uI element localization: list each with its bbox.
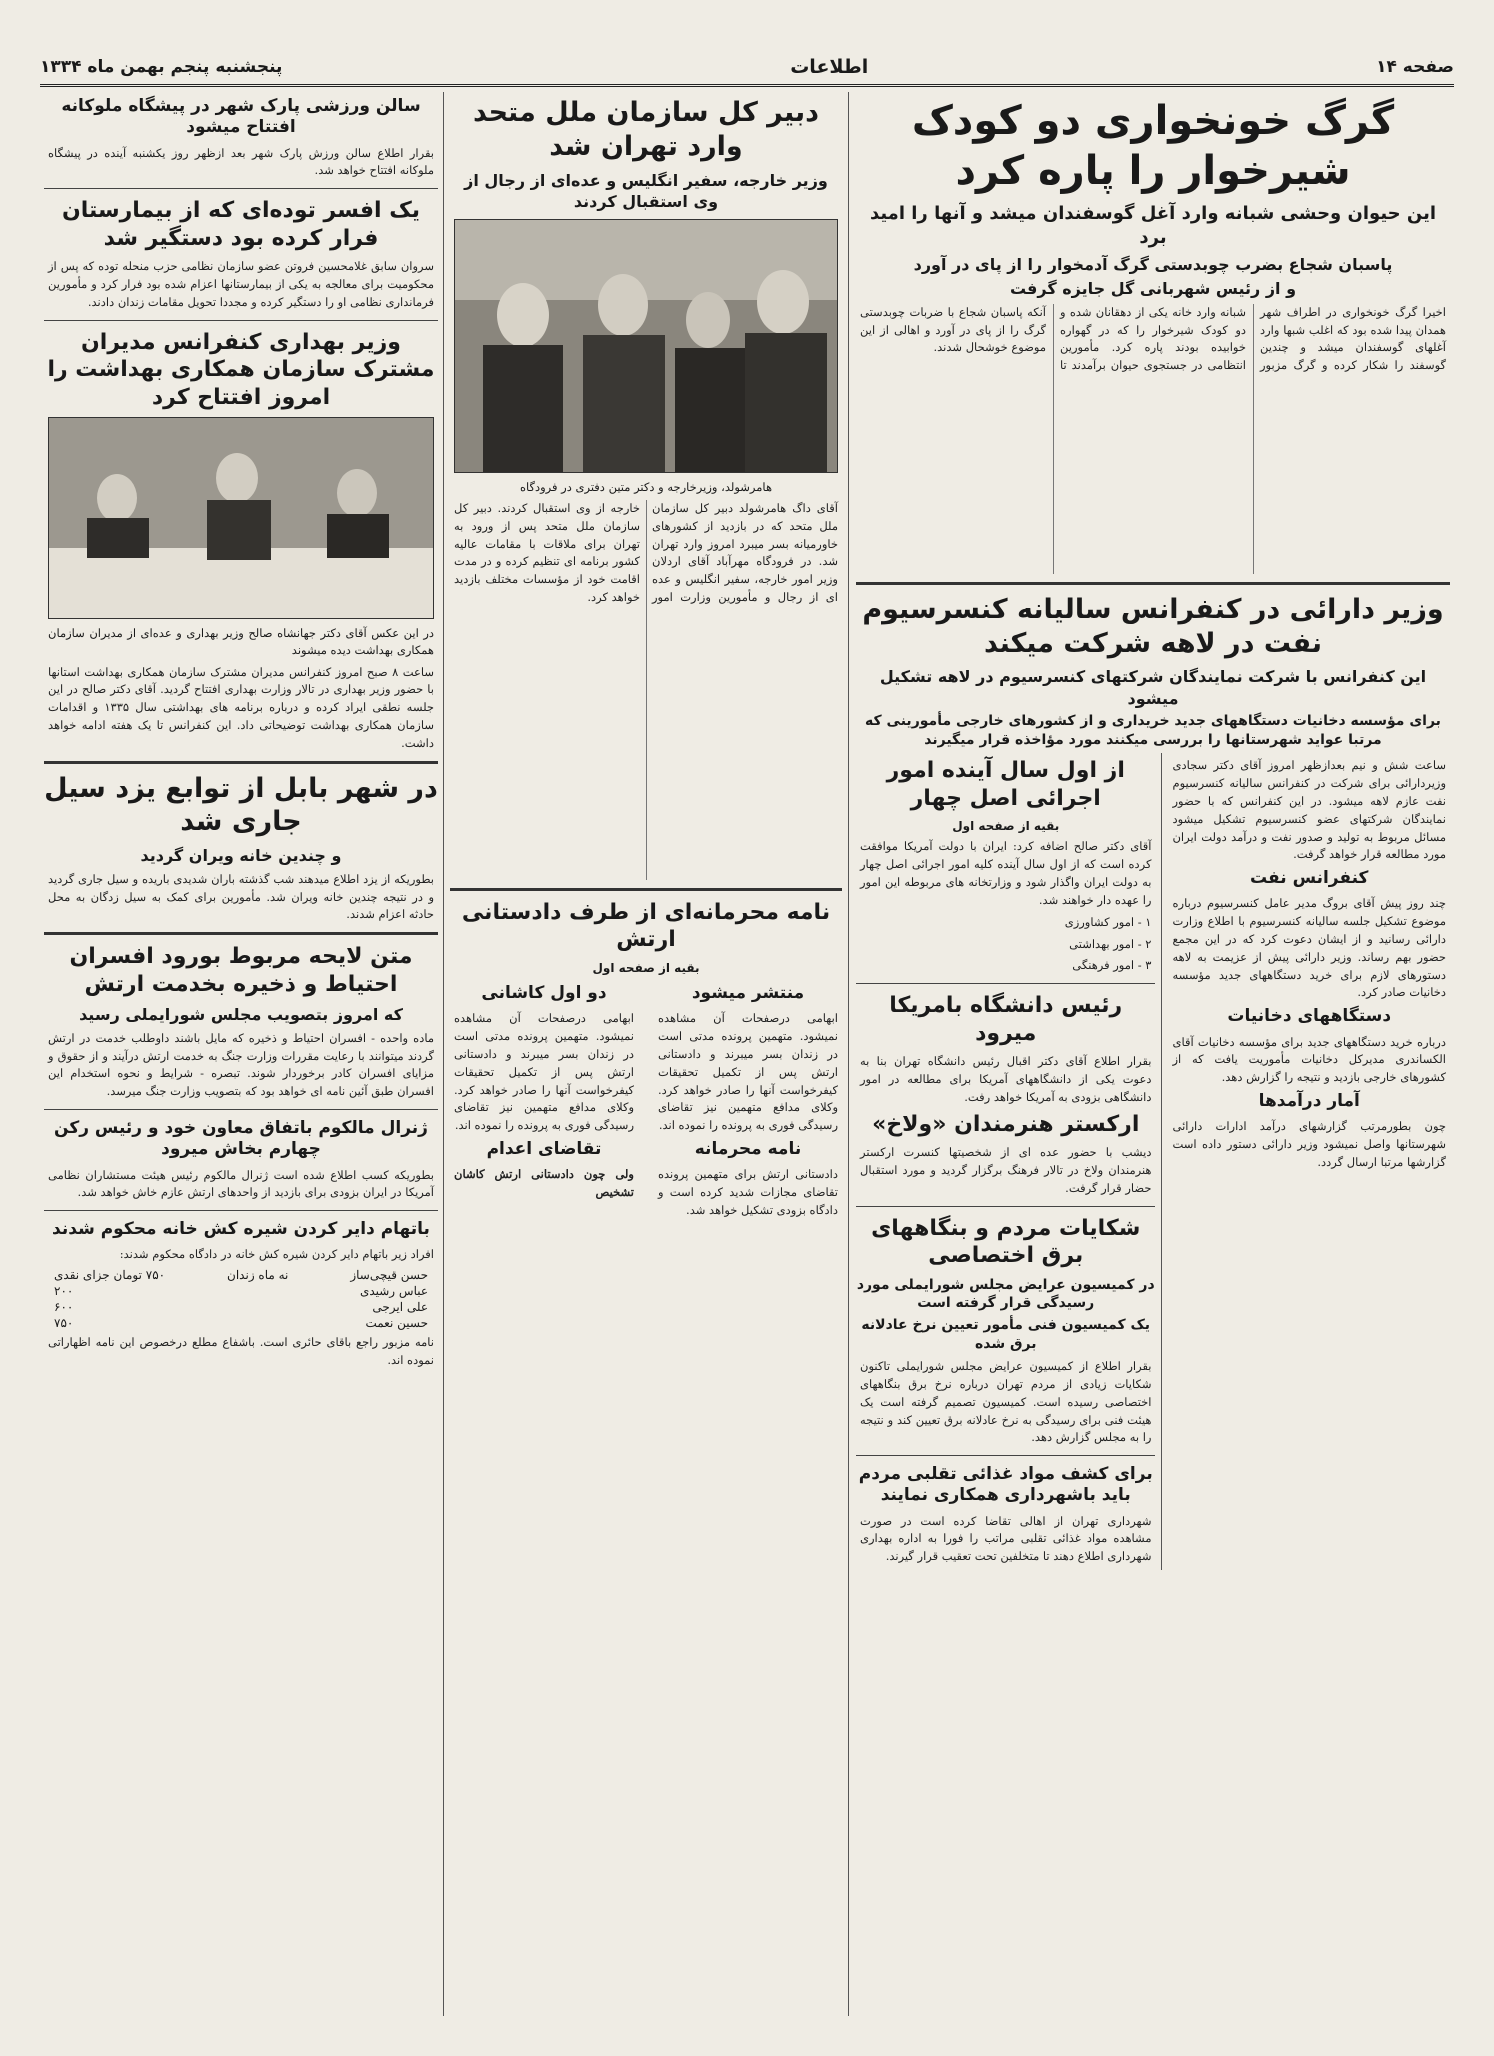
page-number: صفحه ۱۴ (1376, 57, 1454, 77)
army-sub: بقیه از صفحه اول (592, 960, 700, 975)
army-columns (446, 979, 846, 1224)
wolf-sub2: پاسبان شجاع بضرب چوبدستی گرگ آدمخوار را از پای در آورد (913, 254, 1393, 274)
masthead (40, 52, 1454, 82)
oil-sub2: برای مؤسسه دخانیات دستگاههای جدید خریداری و از کشورهای خارجی مأمورینی که مرتبا عواید شهرستانها را بررسی میکنند مورد مؤاخذه قرار میگیرند (865, 713, 1441, 749)
middle-column (446, 92, 846, 2016)
sports-headline: سالن ورزشی پارک شهر در پیشگاه ملوکانه افتتاح میشود (61, 96, 421, 138)
sentence-fine: ۶۰۰ (54, 1300, 74, 1315)
sentence-name: حسین نعمت (365, 1316, 428, 1331)
army-col-a (650, 979, 846, 1224)
health-body: ساعت ۸ صبح امروز کنفرانس مدیران مشترک سازمان همکاری بهداشت استانها با حضور وزیر بهداری در تالار وزارت بهداری افتتاح گردید. آقای دکتر صالح در این جلسه نطقی ایراد کرده و درباره برنامه های بهداشتی سال ۱۳۳۵ و اقدامات سازمان همکاری بهداشت توضیحاتی داد. این کنفرانس تا یک هفته ادامه خواهد داشت. (48, 664, 435, 750)
food-headline: برای کشف مواد غذائی تقلبی مردم باید باشهرداری همکاری نمایند (858, 1464, 1153, 1506)
sentence-name: عباس رشیدی (359, 1284, 428, 1299)
divider (44, 1210, 438, 1211)
officer-headline: یک افسر توده‌ای که از بیمارستان فرار کرده بود دستگیر شد (61, 198, 421, 251)
army-subhead2: دو اول کاشانی (481, 983, 607, 1004)
reserve-headline: متن لایحه مربوط بورود افسران احتیاط و ذخیره بخدمت ارتش (69, 944, 413, 997)
wolf-headline: گرگ خونخواری دو کودک شیرخوار را پاره کرد (911, 98, 1395, 194)
oil-body4: چون بطورمرتب گزارشهای درآمد ادارات دارائی شهرستانها واصل نمیشود وزیر دارائی دستور داده است گزارشها مرتبا ارسال گردد. (1172, 1119, 1446, 1169)
un-headline: دبیر کل سازمان ملل متحد وارد تهران شد (473, 97, 819, 162)
food-body: شهرداری تهران از اهالی تقاضا کرده است در صورت مشاهده مواد غذائی تقلبی مراتب را فورا به اداره بهداری شهرداری اطلاع دهند تا متخلفین تحت تعقیب قرار گیرند. (860, 1513, 1152, 1564)
army-body2: دادستانی ارتش برای متهمین پرونده تقاضای مجازات شدید کرده است و دادگاه بزودی تشکیل خواهد شد. (658, 1167, 838, 1217)
army-subhead3: نامه محرمانه (694, 1139, 802, 1160)
right-inner-column (852, 753, 1159, 1570)
sentence-fine: ۲۰۰ (54, 1284, 74, 1299)
plan-item: ۳ - امور فرهنگی (1072, 958, 1152, 973)
babol-body: بطوریکه از یزد اطلاع میدهند شب گذشته باران شدیدی باریده و سیل جاری گردید و در نتیجه چندین خانه ویران شد. مأمورین برای کمک به سیل زدگان به محل حادثه اعزام شدند. (48, 871, 434, 922)
reserve-body: ماده واحده - افسران احتیاط و ذخیره که مایل باشند داوطلب خدمت در ارتش گردند میتوانند با رعایت مقررات وزارت جنگ به خدمت ارتش درآیند و از حقوق و مزایای افسران کادر برخوردار شوند. تبصره - شرایط و نحوه استخدام این افسران طبق آئین نامه ای خواهد بود که بتصویب وزارت جنگ میرسد. (48, 1030, 434, 1099)
sentence-name: حسن قیچی‌ساز (350, 1268, 428, 1283)
column-rule (1161, 753, 1162, 1570)
plan-item: ۱ - امور کشاورزی (1064, 914, 1152, 929)
officer-body: سروان سابق غلامحسین فروتن عضو سازمان نظامی حزب منحله توده که پس از محکومیت برای معالجه به یکی از بیمارستانها اعزام شده بود فرار کرد و مأمورین فرمانداری نظامی او را دستگیر کرده و مجددا تحویل مقامات زندان دادند. (48, 259, 434, 309)
sentence-name: علی ایرجی (372, 1300, 428, 1315)
column-rule (443, 92, 444, 2016)
oil-body3: درباره خرید دستگاههای جدید برای مؤسسه دخانیات آقای الکساندری مدیرکل دخانیات مأموریت یافت که از کشورهای خارجی بازدید و نتیجه را گزارش دهد. (1172, 1034, 1446, 1085)
divider (44, 320, 438, 321)
paper-name: اطلاعات (790, 56, 869, 78)
electric-sub1: در کمیسیون عرایض مجلس شورایملی مورد رسیدگی قرار گرفته است (856, 1276, 1155, 1312)
electric-headline: شکایات مردم و بنگاههای برق اختصاصی (871, 1215, 1141, 1268)
sentence-row (54, 1316, 428, 1330)
issue-date: پنجشنبه پنجم بهمن ماه ۱۳۳۴ (40, 57, 283, 77)
army-headline: نامه محرمانه‌ای از طرف دادستانی ارتش (461, 899, 831, 953)
army-article (446, 899, 846, 1224)
quake-headline: ژنرال مالکوم باتفاق معاون خود و رئیس رکن چهارم بخاش میرود (54, 1118, 428, 1160)
divider (856, 1455, 1155, 1456)
un-article (446, 96, 846, 880)
electric-sub2: یک کمیسیون فنی مأمور تعیین نرخ عادلانه برق شده (861, 1317, 1151, 1353)
right-lower-split (852, 753, 1454, 1570)
opium-closing: نامه مزبور راجع باقای حائری است. باشفاع مطلع درخصوص این نامه اظهاراتی نموده اند. (48, 1335, 434, 1367)
wolf-sub3: و از رئیس شهربانی گل جایزه گرفت (1009, 279, 1297, 299)
plan-body: آقای دکتر صالح اضافه کرد: ایران با دولت آمریکا موافقت کرده است که از اول سال آینده کلیه امور اجرائی اصل چهار به دولت ایران واگذار شود و وزارتخانه های مربوطه این امور را عهده دار خواهند شد. (860, 839, 1152, 907)
sentence-fine: ۷۵۰ تومان جزای نقدی (54, 1268, 166, 1283)
babol-headline: در شهر بابل از توابع یزد سیل جاری شد (44, 772, 438, 838)
left-column (40, 92, 442, 2016)
health-photo-image (48, 418, 433, 618)
oil-sub1: این کنفرانس با شرکت نمایندگان شرکتهای کنسرسیوم در لاهه تشکیل میشود (879, 667, 1427, 708)
sentence-row (54, 1300, 428, 1314)
wolf-article (852, 96, 1454, 574)
divider (450, 888, 842, 891)
divider (44, 1109, 438, 1110)
oil-article (852, 593, 1454, 750)
army-body: ابهامی درصفحات آن مشاهده نمیشود. متهمین پرونده مدتی است در زندان بسر میبرند و دادستانی ارتش پس از تکمیل تحقیقات کیفرخواست آنها را صادر خواهد کرد. وکلای مدافع متهمین نیز تقاضای رسیدگی فوری به پرونده را نموده اند. (658, 1011, 838, 1133)
column-rule (848, 92, 849, 2016)
un-photo (454, 219, 838, 473)
un-sub: وزیر خارجه، سفیر انگلیس و عده‌ای از رجال از وی استقبال کردند (464, 170, 828, 212)
army-subhead: منتشر میشود (691, 983, 805, 1004)
army-closing: ولی چون دادستانی ارتش کاشان تشخیص (454, 1167, 634, 1200)
right-column (852, 92, 1454, 2016)
oil-headline: وزیر دارائی در کنفرانس سالیانه کنسرسیوم نفت در لاهه شرکت میکند (862, 593, 1444, 659)
babol-sub: و چندین خانه ویران گردید (140, 846, 342, 866)
divider (856, 582, 1450, 585)
plan-sub: بقیه از صفحه اول (952, 819, 1060, 834)
army-body: ابهامی درصفحات آن مشاهده نمیشود. متهمین پرونده مدتی است در زندان بسر میبرند و دادستانی ارتش پس از تکمیل تحقیقات کیفرخواست آنها را صادر خواهد کرد. وکلای مدافع متهمین نیز تقاضای رسیدگی فوری به پرونده را نموده اند. (454, 1011, 634, 1133)
oil-continuation (1164, 753, 1454, 1570)
oil-subhead2: دستگاههای دخانیات (1227, 1006, 1392, 1027)
oil-body: ساعت شش و نیم بعدازظهر امروز آقای دکتر سجادی وزیردارائی برای شرکت در کنفرانس سالیانه کنسرسیوم نفت عازم لاهه میشود. در این کنفرانس که با حضور نمایندگان شرکتهای عضو کنسرسیوم تشکیل میشود مسائل مربوط به تولید و صدور نفت و درآمد دولت ایران مورد مطالعه قرار خواهد گرفت. (1172, 758, 1446, 862)
army-col-b (446, 979, 642, 1224)
un-body: آقای داگ هامرشولد دبیر کل سازمان ملل متحد که در بازدید از کشورهای خاورمیانه بسر میبرد امروز وارد تهران شد. در فرودگاه مهرآباد آقای اردلان وزیر امور خارجه، سفیر انگلیس و عده ای از رجال و مأمورین وزارت امور خارجه از وی استقبال کردند. دبیر کل سازمان ملل متحد پس از ورود به تهران برای ملاقات با مقامات عالیه کشور برنامه ای تنظیم کرده و در مدت اقامت خود از مؤسسات مختلف بازدید خواهد کرد. (454, 500, 838, 604)
army-subhead4: تقاضای اعدام (486, 1139, 602, 1160)
opium-body: افراد زیر باتهام دایر کردن شیره کش خانه در دادگاه محکوم شدند: (119, 1247, 434, 1262)
divider (44, 188, 438, 189)
un-photo-image (454, 220, 837, 472)
masthead-rule (40, 84, 1454, 87)
health-photo-caption: در این عکس آقای دکتر جهانشاه صالح وزیر بهداری و عده‌ای از مدیران سازمان همکاری بهداشت دیده میشوند (48, 626, 434, 658)
health-photo (48, 417, 434, 619)
wolf-body: اخیرا گرگ خونخواری در اطراف شهر همدان پیدا شده بود که اغلب شبها وارد آغلهای گوسفندان میشد و چندین گوسفند را شکار کرده و گرگ مزبور شبانه وارد خانه یکی از دهقانان شده و دو کودک شیرخوار را که در گهواره خوابیده بودند پاره کرد. مأمورین انتظامی در جستجوی حیوان برآمدند تا آنکه پاسبان شجاع با ضربات چوبدستی گرگ را از پای در آورد و اهالی از این موضوع خوشحال شدند. (860, 304, 1446, 373)
orchestra-headline: ارکستر هنرمندان «ولاخ» (872, 1111, 1140, 1137)
wolf-sub1: این حیوان وحشی شبانه وارد آغل گوسفندان میشد و آنها را امید برد (869, 203, 1437, 249)
oil-body2: چند روز پیش آقای بروگ مدیر عامل کنسرسیوم درباره موضوع تشکیل جلسه سالیانه کنسرسیوم با اطلاع وزارت دارائی رسانید و از ایشان دعوت کرد که در این مجمع حضور بهم رساند. وزیر دارائی پیش از عزیمت به لاهه دستورهای لازم برای خرید دستگاههای جدید مؤسسه دخانیات صادر کرد. (1172, 896, 1446, 1000)
sentence-row (54, 1268, 428, 1282)
plan-headline: از اول سال آینده امور اجرائی اصل چهار (886, 758, 1125, 811)
oil-subhead: کنفرانس نفت (1250, 868, 1369, 889)
quake-body: بطوریکه کسب اطلاع شده است ژنرال مالکوم رئیس هیئت مستشاران نظامی آمریکا در ایران بزودی برای بازدید از واحدهای ارتش عازم خاش خواهد شد. (48, 1167, 434, 1200)
divider (856, 1206, 1155, 1207)
university-headline: رئیس دانشگاه بامریکا میرود (889, 993, 1123, 1046)
divider (44, 761, 438, 764)
plan-item: ۲ - امور بهداشتی (1069, 936, 1152, 951)
sentence-term: نه ماه زندان (227, 1268, 289, 1283)
sports-body: بقرار اطلاع سالن ورزش پارک شهر بعد ازظهر روز یکشنبه آینده در پیشگاه ملوکانه افتتاح خواهد شد. (48, 145, 434, 178)
sentence-fine: ۷۵۰ (54, 1316, 74, 1331)
university-body: بقرار اطلاع آقای دکتر اقبال رئیس دانشگاه تهران بنا به دعوت یکی از دانشگاههای آمریکا برای مطالعه در امور دانشگاهی بزودی به آمریکا خواهد رفت. (860, 1054, 1152, 1104)
opium-headline: باتهام دایر کردن شیره کش خانه محکوم شدند (52, 1219, 430, 1240)
oil-subhead3: آمار درآمدها (1258, 1090, 1360, 1111)
un-photo-caption: هامرشولد، وزیرخارجه و دکتر متین دفتری در فرودگاه (519, 479, 773, 494)
orchestra-body: دیشب با حضور عده ای از شخصیتها کنسرت ارکستر هنرمندان ولاخ در تالار فرهنگ برگزار گردید و مورد استقبال حضار قرار گرفت. (860, 1145, 1152, 1195)
sentence-row (54, 1284, 428, 1298)
electric-body: بقرار اطلاع از کمیسیون عرایض مجلس شورایملی تاکنون شکایات زیادی از مردم تهران درباره نرخ برق بنگاههای اختصاصی رسیده است. کمیسیون تصمیم گرفته است یک هیئت فنی برای رسیدگی به نرخ عادلانه برق تعیین کند و نتیجه را به مجلس گزارش دهد. (860, 1359, 1152, 1445)
health-headline: وزیر بهداری کنفرانس مدیران مشترک سازمان همکاری بهداشت را امروز افتتاح کرد (47, 329, 435, 410)
divider (856, 983, 1155, 984)
divider (44, 932, 438, 935)
reserve-sub: که امروز بتصویب مجلس شورایملی رسید (79, 1005, 403, 1025)
